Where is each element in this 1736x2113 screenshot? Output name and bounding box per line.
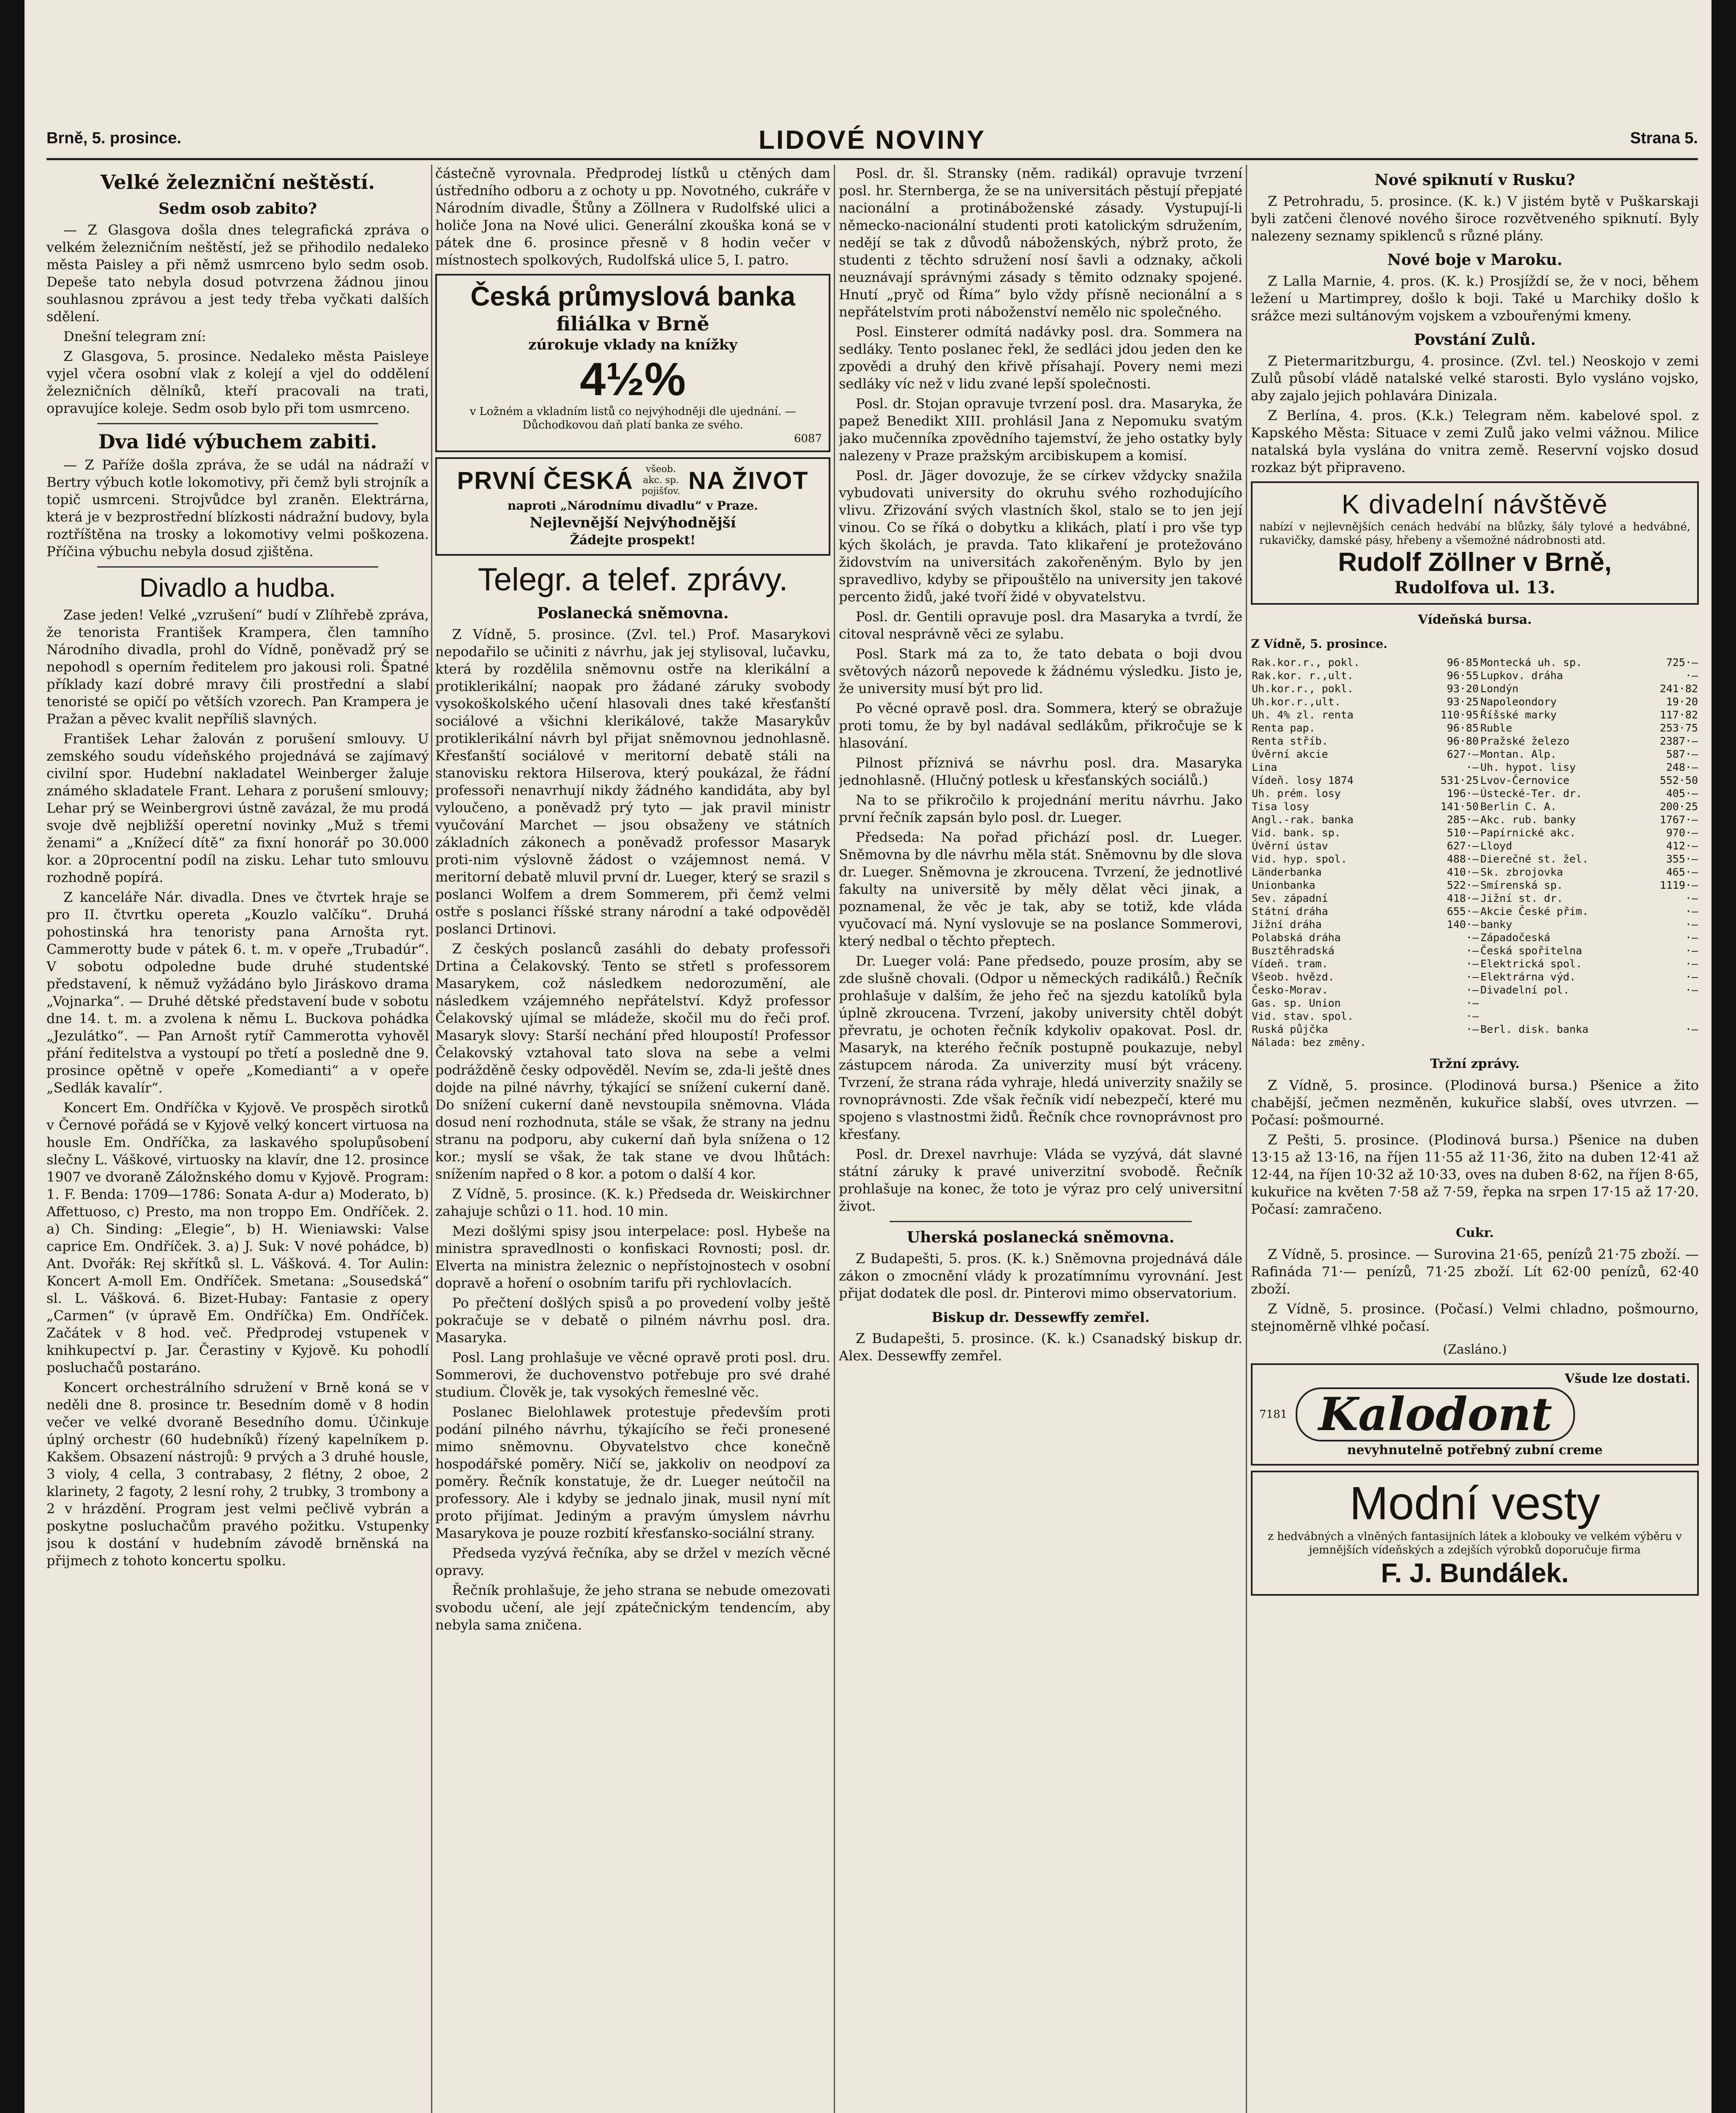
- rate-name: Sev. západní: [1252, 892, 1328, 904]
- article-paragraph: Z Lalla Marnie, 4. pros. (K. k.) Prosjíždí se, že v noci, během ležení u Martimprey, došlo k boji. Také u Marchiky došlo k srážce mezi sultánovým vojskem a vzbouřenými kmeny.: [1251, 273, 1699, 324]
- subheadline: Poslanecká sněmovna.: [537, 604, 729, 622]
- ad-number: 7181: [1259, 1408, 1288, 1421]
- rate-name: Dierečné st. žel.: [1480, 853, 1589, 865]
- ad-zollner-text: nabízí v nejlevnějších cenách hedvábí na blůzky, šály tylové a hedvábné, rukavičky, damské pásy, hřebeny a všemožné nádrobnosti atd.: [1259, 521, 1690, 547]
- rate-name: Angl.-rak. banka: [1252, 814, 1354, 826]
- rate-name: Ruská půjčka: [1252, 1023, 1328, 1035]
- rate-value: 725·—: [1666, 656, 1698, 669]
- article-paragraph: Z Glasgova, 5. prosince. Nedaleko města Paisleye vyjel včera osobní vlak z kolejí a vjel do oddělení železničních dělníků, kteří pracovali na trati, opravujíce koleje. Sedm osob bylo při tom usmrceno.: [46, 348, 429, 416]
- rate-value: 405·—: [1666, 787, 1698, 800]
- rate-value: 418·—: [1447, 892, 1479, 904]
- article-paragraph: Posl. dr. Jäger dovozuje, že se církev vždycky snažila vybudovati university do okruhu svého rozhodujícího vlivu. Zřizování svých vlastních škol, stalo se to jen její vinou. Co se říká o dobytku a klikách, platí i pro vše typ kých školách, je pravda. Tato klikaření je protežováno židovstvím na universitách zakořeněným. Bylo by jen spravedlivo, kdyby se připouštělo na university jen takové percento židů, jaké tvoří židé v obyvatelstvu.: [839, 467, 1242, 605]
- newspaper-title: LIDOVÉ NOVINY: [759, 126, 986, 155]
- rate-value: 1767·—: [1660, 814, 1698, 826]
- rate-name: Divadelní pol.: [1480, 984, 1569, 996]
- article-paragraph: Posl. Lang prohlašuje ve věcné opravě proti posl. dru. Sommerovi, že duchovenstvo potřebuje pro své drahé studium. Člověk je, tak vysokých řemeslné věc.: [435, 1349, 830, 1400]
- rate-value: 522·—: [1447, 879, 1479, 891]
- article-paragraph: Dr. Lueger volá: Pane předsedo, pouze prosím, aby se zde slušně chovali. (Odpor u německých radikálů.) Řečník prohlašuje v dalším, že jeho řeč na sjezdu katolíků byla úplně zkroucena. Tvrzení, jakoby university chtěl dobýt převratu, je ochoten řečník kdykoliv opakovat. Posl. dr. Masaryk, na kterého řečník postupně poukazuje, nebyl zástupcem národa. Za univerzity musí být vráceny. Tvrzení, že strana ráda vyhraje, hledá univerzity snažily se rovnoprávnosti. Zde však řečník vidí nebezpečí, které mu spojeno s vlastnostmi židů. Řečník chce rovnoprávnost pro křesťany.: [839, 953, 1242, 1142]
- rate-row: [1251, 748, 1699, 761]
- article-paragraph: Posl. dr. Drexel navrhuje: Vláda se vyzývá, dát slavné státní záruky k pravé univerzitní svobodě. Řečník prohlašuje na konec, že toto je výraz pro celý universitní život.: [839, 1146, 1242, 1214]
- article-paragraph: Koncert orchestrálního sdružení v Brně koná se v neděli dne 8. prosince tr. Besedním domě v 8 hodin večer ve velké dvoraně Besedního domu. Účinkuje úplný orchestr (60 hudebníků) řízený kapelníkem p. Kakšem. Obsazení nástrojů: 9 prvých a 3 druhé housle, 3 violy, 4 cella, 3 contrabasy, 2 flétny, 2 oboe, 2 klarinety, 2 fagoty, 2 lesní rohy, 2 trubky, 3 trombony a 2 v hrázdění. Program jest velmi pečlivě vybrán a poskytne posluchačům pravého požitku. Vstupenky jsou k dostání v hudebním závodě brněnská na přijmech z tohoto koncertu spolku.: [46, 1379, 429, 1569]
- rate-name: Jižní st. dr.: [1480, 892, 1563, 904]
- rate-name: Berlin C. A.: [1480, 800, 1557, 813]
- rate-value: ·—: [1466, 931, 1479, 944]
- rate-name: Tisa losy: [1252, 800, 1309, 813]
- rate-row: [1251, 905, 1699, 918]
- rate-value: 96·85: [1447, 656, 1479, 669]
- headline-morocco: Nové boje v Maroku.: [1387, 251, 1563, 269]
- ad-vests-text: z hedvábných a vlněných fantasijních látek a klobouky ve velkém výběru v jemnějších vídeňských a zdejších výrobků doporučuje firma: [1268, 1530, 1682, 1556]
- column-rule: [834, 165, 835, 2113]
- rate-value: ·—: [1466, 1023, 1479, 1035]
- headline-explosion: Dva lidé výbuchem zabiti.: [98, 430, 377, 453]
- rate-name: Vídeň. tram.: [1252, 958, 1328, 970]
- rate-name: Elektrárna výd.: [1480, 971, 1576, 983]
- rate-row: [1251, 708, 1699, 721]
- rate-value: ·—: [1466, 997, 1479, 1009]
- rate-row: [1251, 774, 1699, 787]
- rate-value: ·—: [1685, 984, 1698, 996]
- rate-row: [1251, 800, 1699, 813]
- article-paragraph: Zase jeden! Velké „vzrušení“ budí v Zlíhřebě zpráva, že tenorista František Krampera, člen tamního Národního divadla, prohl do Vídně, poněvadž prý se nepohodl s operním ředitelem pro jakousi roli. Špatné příklady kazí dobré mravy čili prostřední a slabí tenoristé se opičí po větších vzorech. Pan Krampera je Pražan a pěvec kvalit nepříliš slavných.: [46, 607, 429, 727]
- article-paragraph: Posl. Einsterer odmítá nadávky posl. dra. Sommera na sedláky. Tento poslanec řekl, že sedláci jdou jeden den ke zpovědi a druhý den křivě přísahají. Povery nemi mezi sedláky víc než v lidu zvané lepší společnosti.: [839, 324, 1242, 392]
- rate-row: [1251, 1023, 1699, 1036]
- ad-ins-left: PRVNÍ ČESKÁ: [457, 467, 633, 494]
- rate-name: Vid. hyp. spol.: [1252, 853, 1347, 865]
- rate-value: [1640, 1010, 1699, 1023]
- article-paragraph: Z Budapešti, 5. pros. (K. k.) Sněmovna projednává dále zákon o zmocnění vlády k prozatímnímu vyrovnání. Jest přijat dodatek dle posl. dr. Pinterovi mimo observatorium.: [839, 1250, 1242, 1301]
- rate-row: [1251, 695, 1699, 708]
- rate-name: Vid. bank. sp.: [1252, 827, 1341, 839]
- advertisement-vests: [1251, 1471, 1699, 1596]
- rate-name: Elektrická spol.: [1480, 958, 1582, 970]
- rate-name: [1479, 996, 1640, 1010]
- rate-row: [1251, 656, 1699, 669]
- rate-name: Uh. prém. losy: [1252, 787, 1341, 800]
- rate-value: 110·95: [1440, 709, 1479, 721]
- article-paragraph: Dnešní telegram zní:: [63, 328, 206, 344]
- rate-value: ·—: [1466, 945, 1479, 957]
- article-paragraph: Z Vídně, 5. prosince. (K. k.) Předseda dr. Weiskirchner zahajuje schůzi o 11. hod. 10 min.: [435, 1186, 830, 1219]
- article-paragraph: Z Petrohradu, 5. prosince. (K. k.) V jistém bytě v Puškarskaji byli zatčeni členové nového široce rozvětveného spiknutí. Byly nalezeny seznamy spiklenců s různé plány.: [1251, 193, 1699, 244]
- article-paragraph: Po přečtení došlých spisů a po provedení volby ještě pokračuje se v debatě o pilném návrhu posl. dra. Masaryka.: [435, 1295, 830, 1346]
- rate-row: [1251, 879, 1699, 892]
- rate-value: ·—: [1685, 945, 1698, 957]
- rate-row: [1251, 813, 1699, 826]
- ad-ins-right: NA ŽIVOT: [688, 467, 809, 494]
- rate-name: banky: [1480, 918, 1512, 931]
- headline-sugar: Cukr.: [1456, 1226, 1494, 1240]
- article-paragraph: František Lehar žalován z porušení smlouvy. U zemského soudu vídeňského projednává se zajímavý civilní spor. Hudební nakladatel Weinberger žaluje známého skladatele Frant. Lehara z porušení smlouvy; Lehar prý se Weinbergrovi ústně zavázal, že mu prodá svoje dvě nejbližší operetní novinky „Muž s třemi ženami“ a „Knížecí dítě“ za fixní honorář po 30.000 kor. a 20procentní podíl na zisku. Lehar tuto smlouvu rozhodně popírá.: [46, 731, 429, 885]
- article-paragraph: Z Vídně, 5. prosince. — Surovina 21·65, penízů 21·75 zboží. — Rafináda 71·— penízů, 71·25 zboží. Lít 62·00 penízů, 62·40 zboží.: [1251, 1246, 1699, 1297]
- rate-value: [1421, 1036, 1479, 1049]
- article-paragraph: Posl. dr. šl. Stransky (něm. radikál) opravuje tvrzení posl. hr. Sternberga, že se na universitách pěstují přepjaté nacionální a protináboženské zásady. Vystupují-li německo-nacionální studenti proti katolickým sdružením, nedějí se tak z důvodů náboženských, nýbrž proto, že studenti z těchto sdružení nosí šavli a odznaky, ačkoli neuznávají správnými zásady s těmito odznaky spojené. Hnutí „pryč od Říma“ bylo vždy přísně necionální a s nepřátelstvím proti náboženství nemělo nic společného.: [839, 165, 1242, 320]
- ad-zollner-title: K divadelní návštěvě: [1341, 489, 1608, 519]
- article-paragraph: Z Vídně, 5. prosince. (Zvl. tel.) Prof. Masarykovi nepodařilo se učiniti z návrhu, jak jej stylisoval, lučavku, která by rozdělila sněmovnu ostře na klerikální a protiklerikální; naopak pro žádané záruky svobody vysokoškolského učení hlasovali dnes také křesťanští sociálové a všichni klerikálové, takže Masarykův protiklerikální návrh byl přijat sněmovnou jednohlasně. Křesťanští sociálové v meritorní debatě stáli na stanovisku rektora Hilserova, který poukázal, že řádní professoři nenavrhují nikdy žádného kandidáta, aby byl vyloučeno, a poněvadž prý tyto — jak pravil ministr vyučování Marchet — jsou obsaženy ve státních základních zákonech a poněvadž professor Masaryk proti-nim výslovně žádost o vzájemnost nemá. V meritorní debatě mluvil první dr. Lueger, který se srazil s poslanci Wolfem a drem Sommerem, při čemž velmi ostře s poslanci říšské strany národní a také odpověděl poslanci Drtinovi.: [435, 626, 830, 937]
- rate-name: Západočeská: [1480, 931, 1550, 944]
- rate-value: ·—: [1685, 1023, 1698, 1035]
- rate-value: ·—: [1466, 761, 1479, 773]
- rate-name: Úvěrní ústav: [1252, 840, 1328, 852]
- rate-value: ·—: [1685, 905, 1698, 917]
- rate-name: Státní dráha: [1252, 905, 1328, 917]
- article-paragraph: — Z Glasgova došla dnes telegrafická zpráva o velkém železničním neštěstí, jež se přihodilo nedaleko města Paisley a při němž usmrceno bylo sedm osob. Depeše tato nebyla dosud potvrzena žádnou jinou souhlasnou zprávou a jest tedy třeba vyčkati dalších sdělení.: [46, 222, 429, 325]
- rate-name: Česko-Morav.: [1252, 984, 1328, 996]
- advertisement-zollner: [1251, 481, 1699, 605]
- headline-stock-exchange: Vídeňská bursa.: [1418, 612, 1532, 627]
- article-paragraph: Mezi došlými spisy jsou interpelace: posl. Hybeše na ministra spravedlnosti o konfiskaci Rovnosti; posl. dr. Elverta na ministra železnic o nepřístojnostech v osobní dopravě a hoření o osobním tarifu při rychlovlacích.: [435, 1223, 830, 1291]
- section-heading-telegraph: Telegr. a telef. zprávy.: [478, 562, 788, 598]
- rate-value: 627·—: [1447, 748, 1479, 760]
- column-2: [435, 165, 830, 2113]
- headline-zulu: Povstání Zulů.: [1414, 331, 1536, 349]
- column-rule: [431, 165, 432, 2113]
- article-paragraph: Z českých poslanců zasáhli do debaty professoři Drtina a Čelakovský. Tento se střetl s professorem Masarykem, což následkem nedorozumění, ale následkem vzájemného nepřátelství. Když professor Čelakovský ujímal se mládeže, skočil mu do řeči prof. Masaryk slovy: Starší nechání před hloupostí! Professor Čelakovský vztahoval tato slova na sebe a velmi podrážděně česky odpověděl. Nevím se, zda-li ještě dnes dojde na pilné návrhy, týkající se snížení cukerní daně. Do snížení cukerní daně nevstoupila sněmovna. Vláda dosud není rozhodnuta, stále se však, že strany na jednu stranu na podporu, aby cukerní daň byla snížena o 12 kor.; myslí se však, že tak stane ve dvou lhůtách: snížením napřed o 8 kor. a potom o další 4 kor.: [435, 941, 830, 1182]
- ad-number: 6087: [794, 432, 822, 445]
- rate-value: 196·—: [1447, 787, 1479, 800]
- rate-value: 355·—: [1666, 853, 1698, 865]
- rate-value: 627·—: [1447, 840, 1479, 852]
- page-number: Strana 5.: [1630, 129, 1698, 147]
- rate-row: [1251, 892, 1699, 905]
- rate-value: ·—: [1685, 971, 1698, 983]
- article-paragraph: částečně vyrovnala. Předprodej lístků u ctěných dam ústředního odboru a z ochoty u pp. Novotného, cukráře v Národním divadle, Štůny a Zöllnera v Rudolfské ulici a holiče Jona na Nové ulici. Generální zkouška koná se v pátek dne 6. prosince přesně v 8 hodin večer v místnostech spolkových, Rudolfská ulice 5, I. patro.: [435, 165, 830, 268]
- rate-value: 96·80: [1447, 735, 1479, 747]
- ad-kalodont-text: nevyhnutelně potřebný zubní creme: [1347, 1443, 1603, 1458]
- rate-name: Berl. disk. banka: [1480, 1023, 1589, 1035]
- rate-name: Unionbanka: [1252, 879, 1316, 891]
- rate-value: 200·25: [1660, 800, 1698, 813]
- advertisement-bank: [435, 274, 830, 452]
- rate-value: 117·82: [1660, 709, 1698, 721]
- rate-row: [1251, 787, 1699, 800]
- rate-name: Všeob. hvězd.: [1252, 971, 1335, 983]
- article-paragraph: Koncert Em. Ondříčka v Kyjově. Ve prospěch sirotků v Černové pořádá se v Kyjově velký koncert virtuosa na housle Em. Ondříčka, za laskavého spolupůsobení slečny L. Váškové, virtuosky na klavír, dne 12. prosince 1907 ve dvoraně Záložnského domu v Kyjově. Program: 1. F. Benda: 1709—1786: Sonata A-dur a) Moderato, b) Affettuoso, c) Presto, ma non troppo Em. Ondříček. 2. a) Ch. Sinding: „Elegie“, b) H. Wieniawski: Valse caprice Em. Ondříček. 3. a) J. Suk: V nové pohádce, b) Ant. Dvořák: Rej skřítků sl. L. Vášková. 4. Tor Aulin: Koncert A-moll Em. Ondříček. Smetana: „Sousedská“ sl. L. Vášková. 6. Bizet-Hubay: Fantasie z opery „Carmen“ (v úpravě Em. Ondříčka) Em. Ondříček. Začátek v 8 hod. več. Předprodej vstupenek v knihkupectví p. Jar. Čerastiny v Kyjově. Ku pohodlí posluchačů postaráno.: [46, 1100, 429, 1376]
- rate-value: [1640, 1036, 1699, 1049]
- article-paragraph: Z Vídně, 5. prosince. (Plodinová bursa.) Pšenice a žito chabější, ječmen nezměněn, kukuřice slabší, oves utvrzen. — Počasí: pošmourné.: [1251, 1077, 1699, 1128]
- rate-name: Rak.kor.r., pokl.: [1252, 656, 1360, 669]
- rate-value: ·—: [1685, 669, 1698, 682]
- rate-row: [1251, 983, 1699, 996]
- rate-value: 410·—: [1447, 866, 1479, 878]
- divider: [97, 566, 378, 568]
- rate-name: Ruble: [1480, 722, 1512, 734]
- rate-value: ·—: [1466, 971, 1479, 983]
- rate-value: ·—: [1685, 958, 1698, 970]
- article-paragraph: Řečník prohlašuje, že jeho strana se nebude omezovati svobodu učení, ale její zpátečnickým tendencím, aby nebyla sama zničena.: [435, 1582, 830, 1633]
- rate-name: Länderbanka: [1252, 866, 1322, 878]
- masthead: [46, 122, 1698, 160]
- rate-value: 285·—: [1447, 814, 1479, 826]
- column-3: [839, 165, 1242, 2113]
- headline-railway-accident: Velké železniční neštěstí.: [100, 171, 375, 194]
- rate-name: Montan. Alp.: [1480, 748, 1557, 760]
- rate-name: Uh.kor.r., pokl.: [1252, 682, 1354, 695]
- rate-name: Uh. 4% zl. renta: [1252, 709, 1354, 721]
- rate-value: 248·—: [1666, 761, 1698, 773]
- rate-value: ·—: [1685, 918, 1698, 931]
- article-paragraph: Z Budapešti, 5. prosince. (K. k.) Csanadský biskup dr. Alex. Dessewffy zemřel.: [839, 1330, 1242, 1364]
- article-paragraph: Na to se přikročilo k projednání meritu návrhu. Jako první řečník zapsán bylo posl. dr. Lueger.: [839, 792, 1242, 825]
- rate-value: 96·55: [1447, 669, 1479, 682]
- column-rule: [1246, 165, 1247, 2113]
- rate-name: Vid. stav. spol.: [1252, 1010, 1354, 1022]
- rate-name: Renta pap.: [1252, 722, 1316, 734]
- article-paragraph: Posl. dr. Gentili opravuje posl. dra Masaryka a tvrdí, že citoval nesprávně věci ze sylabu.: [839, 609, 1242, 642]
- rate-name: Lloyd: [1480, 840, 1512, 852]
- rate-row: [1251, 918, 1699, 931]
- rate-name: Uh.kor.r.,ult.: [1252, 696, 1341, 708]
- article-paragraph: Posl. Stark má za to, že tato debata o boji dvou světových názorů nepovede k žádnému výsledku. Jisto je, že university musí být pro lid.: [839, 646, 1242, 696]
- rate-row: [1251, 682, 1699, 695]
- rate-value: 970·—: [1666, 827, 1698, 839]
- rate-row: [1251, 931, 1699, 944]
- rate-value: 412·—: [1666, 840, 1698, 852]
- rate-value: 531·25: [1440, 774, 1479, 786]
- rate-row: [1251, 826, 1699, 839]
- article-paragraph: Poslanec Bielohlawek protestuje především proti podání pilného návrhu, týkajícího se řeči pronesené mimo sněmovnu. Obyvatelstvo chce konečně hospodářské poměry. Ničí se, jakkoliv on neodpoví za poměry. Řečník konstatuje, že dr. Lueger neútočil na professory. Ale i kdyby se jednalo jinak, musil nyní mít proto přijímat. Jediným a pravým úmyslem návrhu Masarykova je pouze rozbití křesťansko-sociální strany.: [435, 1404, 830, 1541]
- rate-row: [1251, 970, 1699, 983]
- rate-row: [1251, 1010, 1699, 1023]
- article-paragraph: Z Pešti, 5. prosince. (Plodinová bursa.) Pšenice na duben 13·15 až 13·16, na říjen 11·55 až 11·36, žito na duben 12·41 až 12·44, na říjen 10·32 až 10·33, oves na duben 8·62, na říjen 8·65, kukuřice na květen 7·58 až 7·59, řepka na srpen 17·15 až 17·20. Počasí: zamračeno.: [1251, 1132, 1699, 1217]
- rate-name: Akcie České přim.: [1480, 905, 1589, 917]
- ad-ins-line: Žádejte prospekt!: [570, 533, 696, 548]
- article-paragraph: Pilnost příznivá se návrhu posl. dra. Masaryka jednohlasně. (Hlučný potlesk u křesťanských sociálů.): [839, 755, 1242, 788]
- article-paragraph: Z Berlína, 4. pros. (K.k.) Telegram něm. kabelové spol. z Kapského Města: Situace v zemi Zulů jako velmi vážnou. Milice natalská byla vyslána do vnitra země. Reservní vojsko dosud rozkaz být připraveno.: [1251, 407, 1699, 475]
- rate-name: Ústecké-Ter. dr.: [1480, 787, 1582, 800]
- rate-row: [1251, 721, 1699, 734]
- rate-value: ·—: [1466, 1010, 1479, 1022]
- ad-kalodont-top: Všude lze dostati.: [1564, 1371, 1690, 1386]
- ad-kalodont-brand: Kalodont: [1296, 1387, 1575, 1441]
- column-1: [46, 165, 429, 2113]
- rate-name: [1479, 1010, 1640, 1023]
- ad-bank-note: v Ložném a vkladním listů co nejvýhodněji dle ujednání. — Důchodkovou daň platí banka ze svého.: [469, 405, 796, 431]
- article-paragraph: Posl. dr. Stojan opravuje tvrzení posl. dra. Masaryka, že papež Benedikt XIII. prohlásil Jana z Nepomuku svatým jako mučenníka zpovědního tajemství, že jeho ostatky byly nalezeny v Praze pražským arcibiskupem a komisí.: [839, 396, 1242, 464]
- rate-name: Montecká uh. sp.: [1480, 656, 1582, 669]
- scan-border-left: [0, 0, 25, 2113]
- exchange-rates-table: [1251, 656, 1699, 1049]
- stock-exchange-dateline: Z Vídně, 5. prosince.: [1251, 637, 1388, 651]
- rate-row: [1251, 944, 1699, 957]
- rate-row: [1251, 957, 1699, 970]
- article-paragraph: Z Vídně, 5. prosince. (Počasí.) Velmi chladno, pošmourno, stejnoměrně vlhké počasí.: [1251, 1301, 1699, 1334]
- rate-name: Úvěrní akcie: [1252, 748, 1328, 760]
- rate-name: Napoleondory: [1480, 696, 1557, 708]
- rate-value: 93·25: [1447, 696, 1479, 708]
- column-4: [1251, 165, 1699, 2113]
- rate-name: Renta stříb.: [1252, 735, 1328, 747]
- advertisement-kalodont: [1251, 1363, 1699, 1466]
- rate-value: 552·50: [1660, 774, 1698, 786]
- advertisement-insurance: [435, 457, 830, 556]
- ad-ins-line: naproti „Národnímu divadlu“ v Praze.: [508, 499, 758, 513]
- rate-name: Česká spořitelna: [1480, 945, 1582, 957]
- rate-name: Pražské železo: [1480, 735, 1569, 747]
- rate-value: ·—: [1466, 984, 1479, 996]
- ad-zollner-firm: Rudolf Zöllner v Brně,: [1338, 548, 1612, 577]
- rate-value: ·—: [1685, 931, 1698, 944]
- ad-vests-title: Modní vesty: [1349, 1477, 1600, 1529]
- ad-vests-firm: F. J. Bundálek.: [1381, 1558, 1569, 1588]
- rate-name: Uh. hypot. lisy: [1480, 761, 1576, 773]
- rate-row: [1251, 852, 1699, 865]
- subheadline: Sedm osob zabito?: [158, 200, 317, 218]
- rate-value: 141·50: [1440, 800, 1479, 813]
- ad-bank-line: zúrokuje vklady na knížky: [528, 336, 737, 353]
- rate-name: [1479, 1036, 1640, 1049]
- masthead-date: Brně, 5. prosince.: [46, 129, 181, 147]
- rate-row: [1251, 865, 1699, 879]
- rate-name: Sk. zbrojovka: [1480, 866, 1563, 878]
- rate-name: Lvov-Černovice: [1480, 774, 1569, 786]
- ad-bank-rate: 4½%: [580, 353, 686, 405]
- rate-value: 19·20: [1666, 696, 1698, 708]
- rate-name: Smírenská sp.: [1480, 879, 1563, 891]
- rate-value: 1119·—: [1660, 879, 1698, 891]
- divider: [890, 1221, 1192, 1222]
- rate-value: 587·—: [1666, 748, 1698, 760]
- rate-name: Lina: [1252, 761, 1277, 773]
- ad-zollner-address: Rudolfova ul. 13.: [1394, 578, 1556, 598]
- rate-name: Akc. rub. banky: [1480, 814, 1576, 826]
- rate-value: 655·—: [1447, 905, 1479, 917]
- rate-name: Lupkov. dráha: [1480, 669, 1563, 682]
- divider: [97, 423, 378, 424]
- rate-value: 93·20: [1447, 682, 1479, 695]
- rate-value: 465·—: [1666, 866, 1698, 878]
- ad-ins-line: Nejlevnější Nejvýhodnější: [530, 514, 736, 531]
- rate-value: 510·—: [1447, 827, 1479, 839]
- headline-market: Tržní zprávy.: [1430, 1056, 1520, 1071]
- rate-value: [1640, 996, 1699, 1010]
- rate-row: [1251, 996, 1699, 1010]
- rate-value: ·—: [1685, 892, 1698, 904]
- article-paragraph: — Z Paříže došla zpráva, že se udál na nádraží v Bertry výbuch kotle lokomotivy, při čemž byli strojník a topič usmrceni. Strojvůdce byl zraněn. Elektrárna, která je v bezprostřední blízkosti nádražní budovy, byla roztříštěna na trosky a lokomotivy velmi poškozena. Příčina výbuchu nebyla dosud zjištěna.: [46, 457, 429, 560]
- headline-russia: Nové spiknutí v Rusku?: [1374, 171, 1575, 189]
- article-paragraph: Z kanceláře Nár. divadla. Dnes ve čtvrtek hraje se pro II. čtvrtku opereta „Kouzlo valčíku“. Druhá pohostinská hra tenoristy pana Arnošta ryt. Cammerotty bude v pátek 6. t. m. v opeře „Trubadúr“. V sobotu odpoledne bude druhé studentské představení, k němuž vyžádáno bylo Jiráskovo drama „Vojnarka“. — Druhé dětské představení bude v sobotu dne 14. t. m. a zvolena k němu L. Buckova pohádka „Jezulátko“. — Pan Arnošt rytíř Cammerotta vyhověl přání ředitelstva a vystoupí po třetí a posledně dne 9. prosince opětně v opeře „Komedianti“ a v opeře „Sedlák kavalír“.: [46, 889, 429, 1096]
- article-paragraph: Po věcné opravě posl. dra. Sommera, který se obražuje proti tomu, že by byl nadával sedlákům, přikročuje se k hlasování.: [839, 700, 1242, 751]
- rate-name: Říšské marky: [1480, 709, 1557, 721]
- rate-name: Gas. sp. Union: [1252, 997, 1341, 1009]
- rate-value: 253·75: [1660, 722, 1698, 734]
- article-paragraph: Předseda vyzývá řečníka, aby se držel v mezích věcné opravy.: [435, 1545, 830, 1578]
- rate-name: Nálada: bez změny.: [1252, 1036, 1366, 1048]
- rate-name: Londýn: [1480, 682, 1519, 695]
- rate-name: Jižní dráha: [1252, 918, 1322, 931]
- ad-bank-title: Česká průmyslová banka: [470, 281, 795, 311]
- article-paragraph: Předseda: Na pořad přichází posl. dr. Lueger. Sněmovna by dle návrhu měla stát. Sněmovnu by dle slova dr. Lueger. Sněmovna je zkroucena. Tvrzení, že jednotlivé fakulty na universitě by měly dělat věci jinak, a poznamenal, že věc je tak, aby se totiž, kde vláda vyučovací má. Nyní vyslovuje se na poslance Sommerovi, který nedbal o těchto přeptech.: [839, 829, 1242, 949]
- headline-bishop: Biskup dr. Dessewffy zemřel.: [931, 1309, 1150, 1325]
- rate-row: [1251, 839, 1699, 852]
- ad-bank-branch: filiálka v Brně: [556, 312, 710, 335]
- rate-value: 2387·—: [1660, 735, 1698, 747]
- rate-name: Vídeň. losy 1874: [1252, 774, 1354, 786]
- rate-value: 241·82: [1660, 682, 1698, 695]
- rate-value: 96·85: [1447, 722, 1479, 734]
- rate-name: Busztěhradská: [1252, 945, 1335, 957]
- rate-value: 488·—: [1447, 853, 1479, 865]
- rate-row: [1251, 1036, 1699, 1049]
- rate-row: [1251, 669, 1699, 682]
- rate-name: Polabská dráha: [1252, 931, 1341, 944]
- rate-value: 140·—: [1447, 918, 1479, 931]
- rate-name: Papírnické akc.: [1480, 827, 1576, 839]
- rate-name: Rak.kor. r.,ult.: [1252, 669, 1354, 682]
- article-paragraph: Z Pietermaritzburgu, 4. prosince. (Zvl. tel.) Neoskojo v zemi Zulů působí vládě natalské velké starosti. Bylo vysláno vojsko, aby zajalo jejich pohlavára Dinizala.: [1251, 353, 1699, 404]
- scan-border-right: [1711, 0, 1736, 2113]
- rate-value: ·—: [1466, 958, 1479, 970]
- section-heading-theatre: Divadlo a hudba.: [139, 573, 336, 603]
- ad-ins-mid: všeob. akc. sp. pojišťov.: [641, 464, 680, 497]
- headline-hungarian-parliament: Uherská poslanecká sněmovna.: [906, 1228, 1175, 1246]
- sent-in-label: (Zasláno.): [1443, 1342, 1507, 1357]
- rate-row: [1251, 734, 1699, 748]
- rate-row: [1251, 761, 1699, 774]
